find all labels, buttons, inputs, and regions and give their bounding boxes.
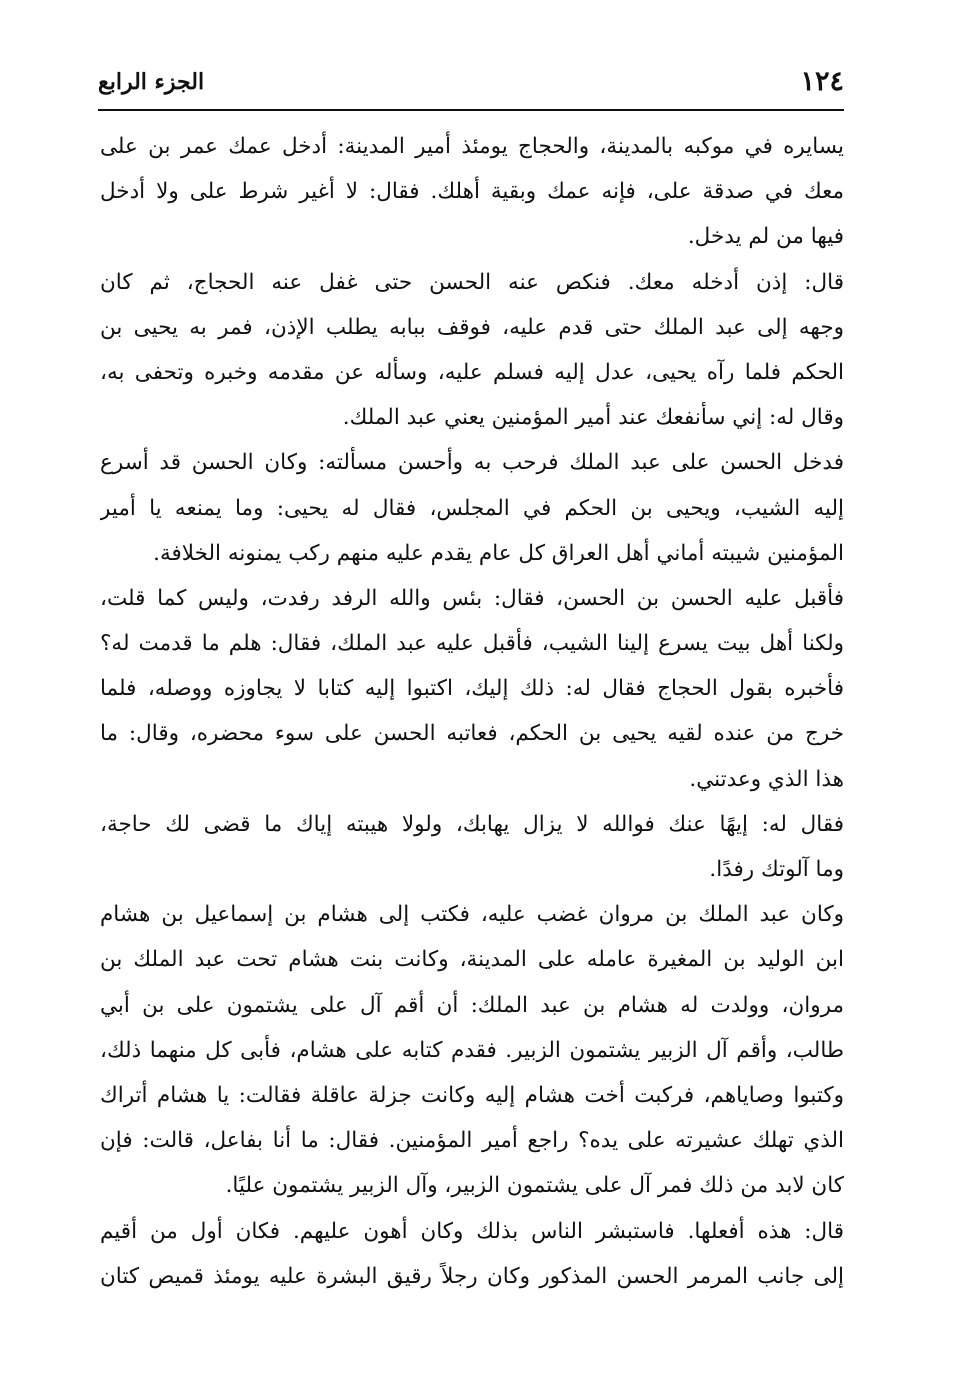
- page-number: ١٢٤: [800, 66, 844, 97]
- text-line: فأخبره بقول الحجاج فقال له: ذلك إليك، اكتبوا إليه كتابا لا يجاوزه ووصله، فلما: [100, 676, 844, 702]
- text-line: هذا الذي وعدتني.: [689, 766, 844, 792]
- text-line: فيها من لم يدخل.: [687, 224, 844, 250]
- text-line: إلى جانب المرمر الحسن المذكور وكان رجلاً رقيق البشرة عليه يومئذ قميص كتان: [100, 1263, 844, 1289]
- text-line: الذي تهلك عشيرته على يده؟ راجع أمير المؤمنين. فقال: ما أنا بفاعل، قالت: فإن: [100, 1128, 844, 1154]
- text-line: إليه الشيب، ويحيى بن الحكم في المجلس، فقال له يحيى: وما يمنعه يا أمير: [100, 495, 844, 521]
- text-line: ولكنا أهل بيت يسرع إلينا الشيب، فأقبل عليه عبد الملك، فقال: هلم ما قدمت له؟: [100, 631, 844, 657]
- text-line: قال: هذه أفعلها. فاستبشر الناس بذلك وكان أهون عليهم. فكان أول من أقيم: [100, 1218, 844, 1244]
- page-header: [98, 58, 844, 106]
- body-text: [100, 124, 844, 1299]
- text-line: فأقبل عليه الحسن بن الحسن، فقال: بئس والله الرفد رفدت، وليس كما قلت،: [100, 585, 844, 611]
- running-title: الجزء الرابع: [98, 69, 205, 95]
- text-line: مروان، وولدت له هشام بن عبد الملك: أن أقم آل على يشتمون على بن أبي: [100, 992, 844, 1018]
- text-line: معك في صدقة على، فإنه عمك وبقية أهلك. فقال: لا أغير شرط على ولا أدخل: [100, 179, 844, 205]
- text-line: وما آلوتك رفدًا.: [709, 857, 844, 882]
- text-line: وقال له: إني سأنفعك عند أمير المؤمنين يعني عبد الملك.: [342, 405, 844, 431]
- text-line: قال: إذن أدخله معك. فنكص عنه الحسن حتى غفل عنه الحجاج، ثم كان: [100, 269, 844, 295]
- text-line: الحكم فلما رآه يحيى، عدل إليه فسلم عليه، وسأله عن مقدمه وخبره وتحفى به،: [100, 359, 844, 385]
- text-line: فقال له: إيهًا عنك فوالله لا يزال يهابك، ولولا هيبته إياك ما قضى لك حاجة،: [100, 811, 844, 837]
- text-line: يسايره في موكبه بالمدينة، والحجاج يومئذ أمير المدينة: أدخل عمك عمر بن على: [100, 134, 844, 159]
- header-rule: [98, 109, 844, 111]
- text-line: فدخل الحسن على عبد الملك فرحب به وأحسن مسألته: وكان الحسن قد أسرع: [100, 450, 844, 476]
- text-line: خرج من عنده لقيه يحيى بن الحكم، فعاتبه الحسن على سوء محضره، وقال: ما: [100, 721, 844, 747]
- text-line: المؤمنين شيبته أماني أهل العراق كل عام يقدم عليه منهم ركب يمنونه الخلافة.: [153, 540, 844, 566]
- text-line: كان لابد من ذلك فمر آل على يشتمون الزبير، وآل الزبير يشتمون عليًا.: [225, 1173, 844, 1199]
- text-line: وجهه إلى عبد الملك حتى قدم عليه، فوقف ببابه يطلب الإذن، فمر به يحيى بن: [100, 314, 844, 340]
- text-line: وكتبوا وصاياهم، فركبت أخت هشام إليه وكانت جزلة عاقلة فقالت: يا هشام أتراك: [100, 1082, 844, 1108]
- text-line: ابن الوليد بن المغيرة عامله على المدينة، وكانت بنت هشام تحت عبد الملك بن: [100, 947, 844, 973]
- text-line: طالب، وأقم آل الزبير يشتمون الزبير. فقدم كتابه على هشام، فأبى كل منهما ذلك،: [100, 1037, 844, 1063]
- text-line: وكان عبد الملك بن مروان غضب عليه، فكتب إلى هشام بن إسماعيل بن هشام: [100, 902, 844, 928]
